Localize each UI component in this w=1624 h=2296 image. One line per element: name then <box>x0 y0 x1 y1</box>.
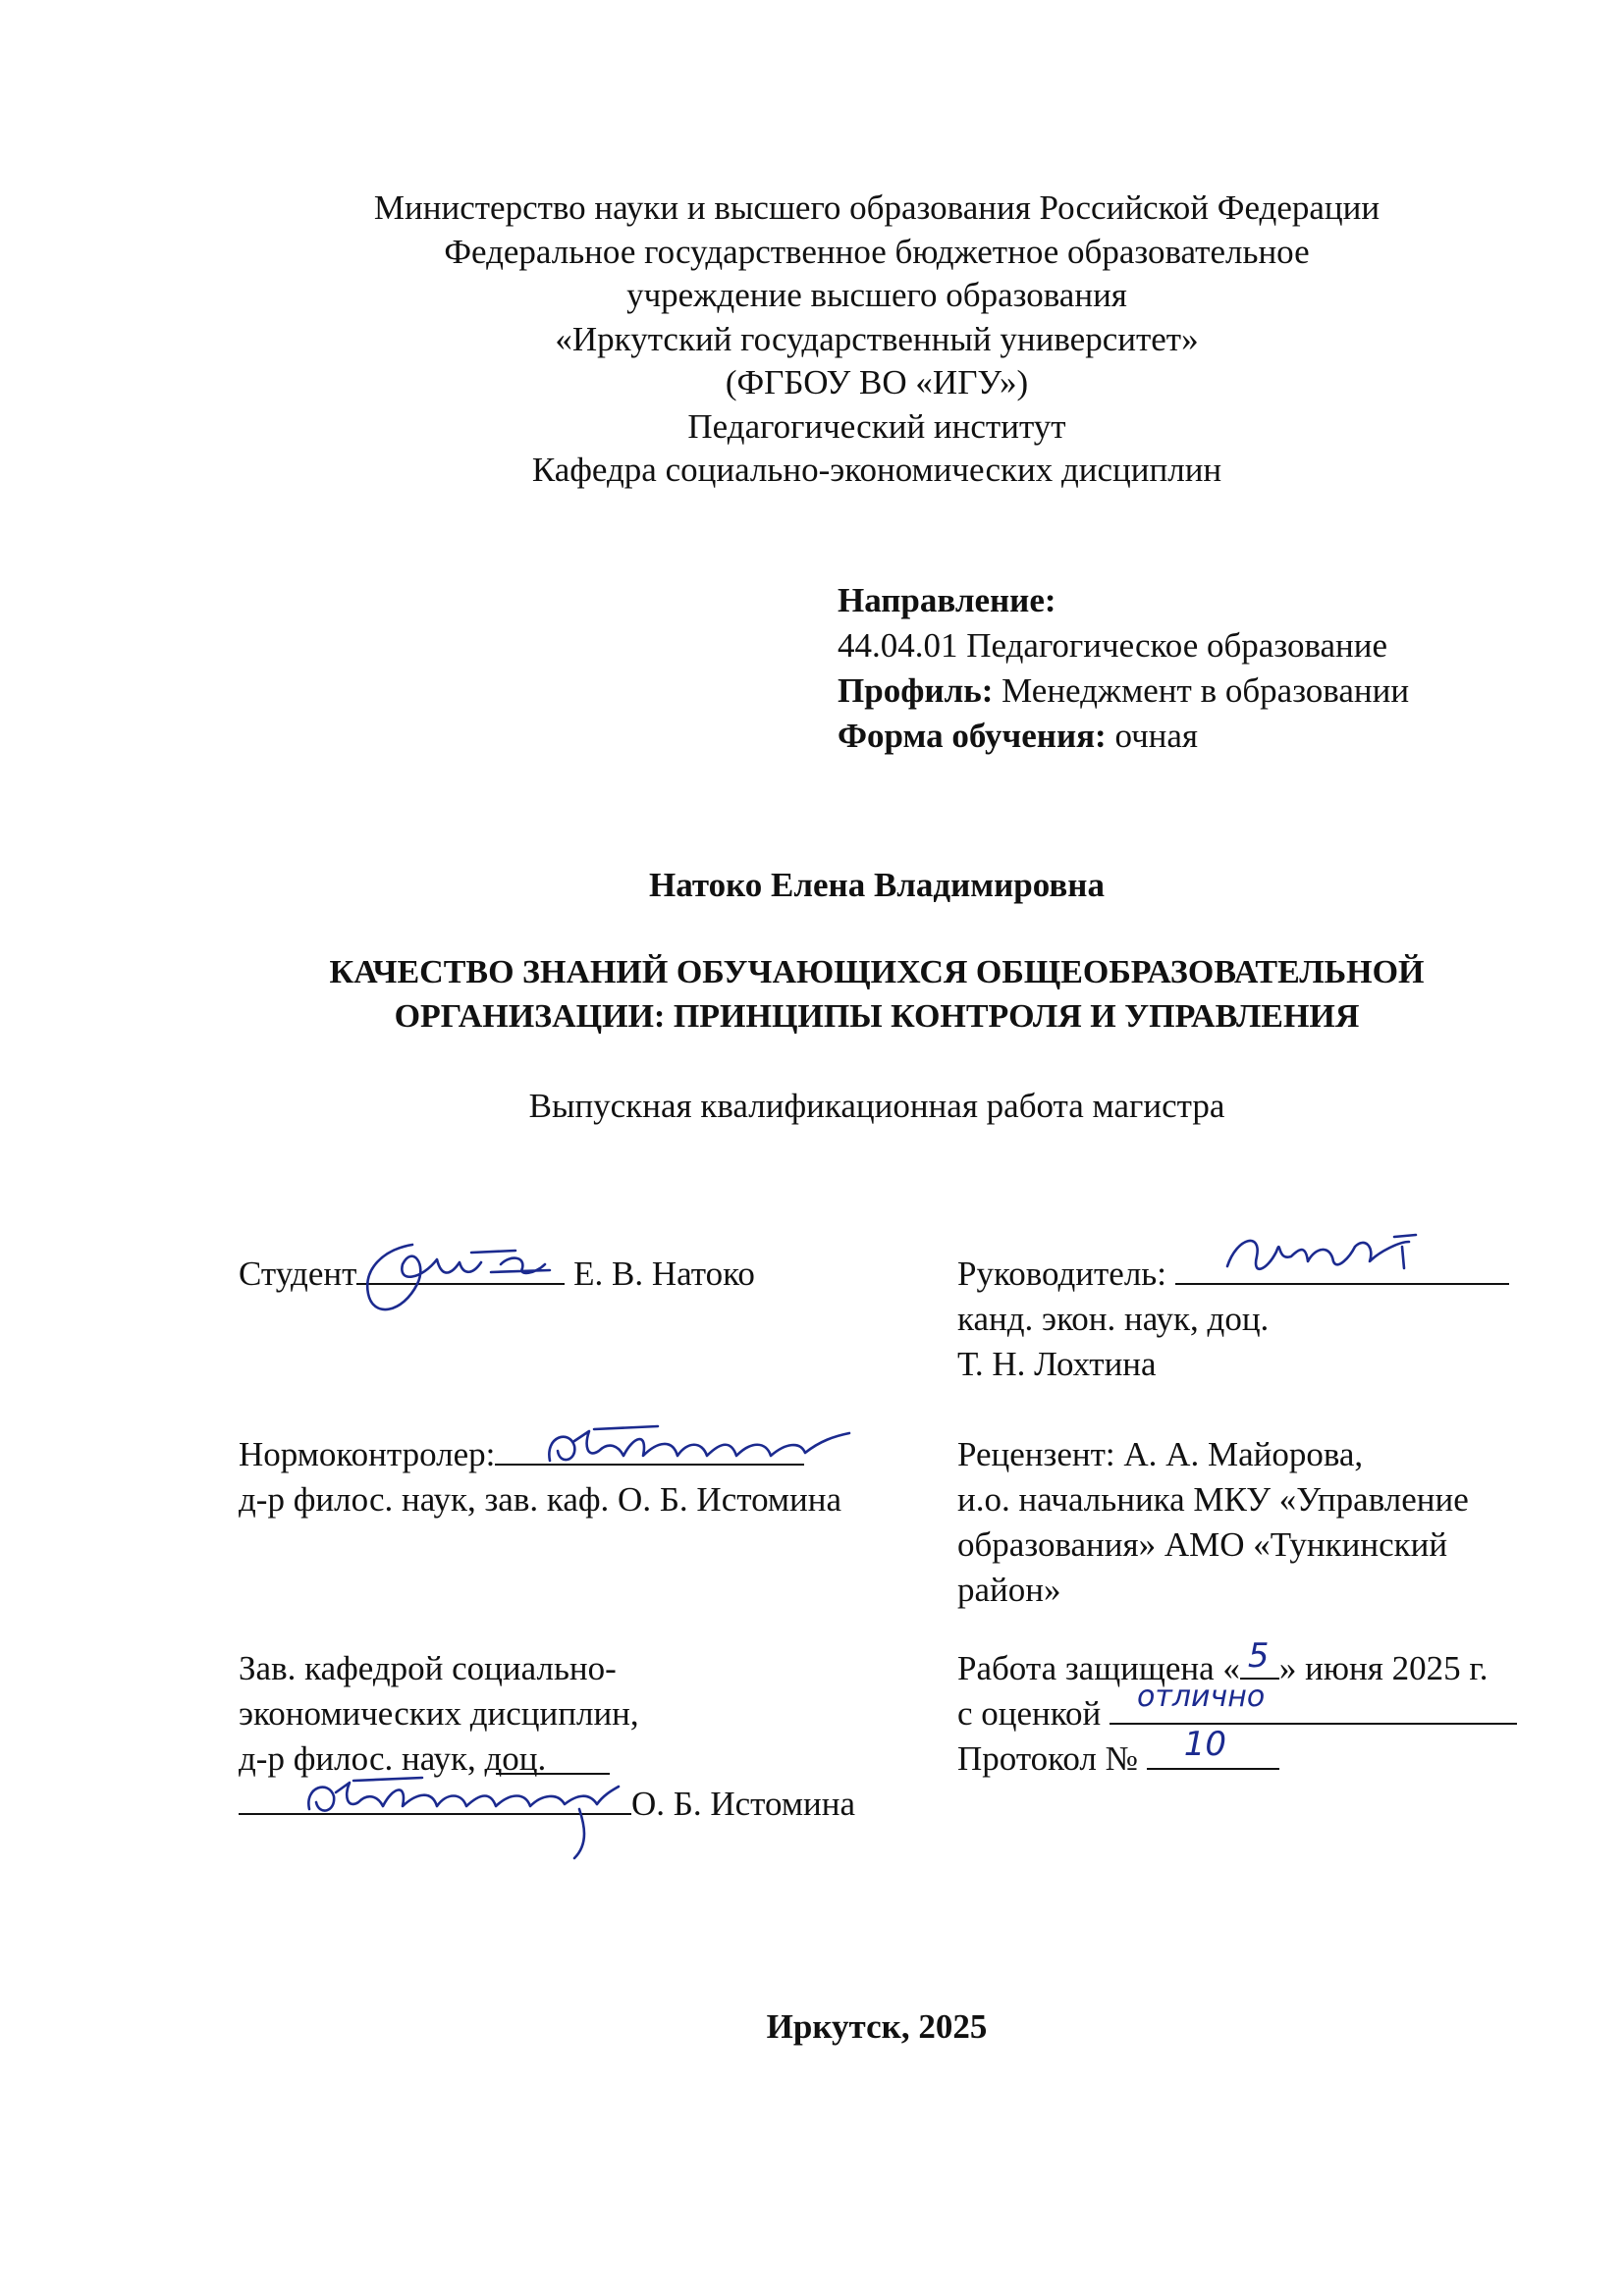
head-line-3: д-р филос. наук, доц. <box>239 1739 547 1778</box>
normcontrol-signature <box>530 1412 884 1480</box>
direction-label: Направление: <box>838 581 1056 619</box>
header-line: «Иркутский государственный университет» <box>555 319 1199 358</box>
city-year: Иркутск, 2025 <box>766 2007 988 2046</box>
header-line: Педагогический институт <box>687 406 1066 446</box>
supervisor-label: Руководитель: <box>957 1255 1166 1293</box>
thesis-title-line: ОРГАНИЗАЦИИ: ПРИНЦИПЫ КОНТРОЛЯ И УПРАВЛЕНИЯ <box>394 998 1360 1035</box>
thesis-title-line: КАЧЕСТВО ЗНАНИЙ ОБУЧАЮЩИХСЯ ОБЩЕОБРАЗОВАТЕЛЬНОЙ <box>329 954 1425 990</box>
supervisor-degree: канд. экон. наук, доц. <box>957 1300 1270 1338</box>
head-line-2: экономических дисциплин, <box>239 1694 639 1733</box>
profile-line <box>838 669 1409 713</box>
defense-suffix: » июня 2025 г. <box>1278 1649 1489 1687</box>
work-type: Выпускная квалификационная работа магистра <box>528 1087 1225 1125</box>
reviewer-line-4: район» <box>957 1571 1061 1609</box>
supervisor-signature <box>1208 1217 1443 1296</box>
defense-day: 5 <box>1247 1636 1270 1676</box>
header-line: Министерство науки и высшего образования Российской Федерации <box>373 188 1380 227</box>
supervisor-name: Т. Н. Лохтина <box>957 1345 1157 1383</box>
profile-value: Менеджмент в образовании <box>1001 671 1410 710</box>
protocol-field <box>1147 1725 1279 1770</box>
header-line: (ФГБОУ ВО «ИГУ») <box>725 363 1029 401</box>
study-form-line <box>838 715 1198 758</box>
header-line: учреждение высшего образования <box>626 276 1127 314</box>
direction-value: 44.04.01 Педагогическое образование <box>838 626 1388 665</box>
normcontrol-degree-name: д-р филос. наук, зав. каф. О. Б. Истомина <box>239 1480 842 1519</box>
grade-field <box>1110 1680 1517 1725</box>
reviewer-line-1: Рецензент: А. А. Майорова, <box>957 1435 1364 1473</box>
header-line: Федеральное государственное бюджетное образовательное <box>444 232 1310 271</box>
head-line-1: Зав. кафедрой социально- <box>239 1649 617 1687</box>
normcontrol-label: Нормоконтролер: <box>239 1435 496 1473</box>
student-signature <box>344 1225 579 1333</box>
head-signature <box>285 1765 658 1873</box>
defense-prefix: Работа защищена « <box>957 1649 1240 1687</box>
grade-line <box>957 1680 1517 1735</box>
grade-label: с оценкой <box>957 1694 1102 1733</box>
protocol-label: Протокол № <box>957 1739 1139 1778</box>
author-name: Натоко Елена Владимировна <box>649 866 1105 904</box>
study-form-value: очная <box>1114 717 1199 755</box>
profile-label: Профиль: <box>838 671 994 710</box>
study-form-label: Форма обучения: <box>838 717 1107 755</box>
reviewer-line-2: и.о. начальника МКУ «Управление <box>957 1480 1469 1519</box>
reviewer-line-3: образования» АМО «Тункинский <box>957 1525 1448 1564</box>
protocol-line <box>957 1725 1279 1781</box>
head-name: О. Б. Истомина <box>631 1785 855 1823</box>
grade-value: отлично <box>1137 1680 1266 1714</box>
student-name: Е. В. Натоко <box>573 1255 755 1293</box>
header-line: Кафедра социально-экономических дисциплин <box>531 451 1222 489</box>
thesis-title <box>0 950 1624 1039</box>
student-label: Студент <box>239 1255 357 1293</box>
institution-header <box>0 187 1624 493</box>
protocol-value: 10 <box>1183 1725 1227 1764</box>
